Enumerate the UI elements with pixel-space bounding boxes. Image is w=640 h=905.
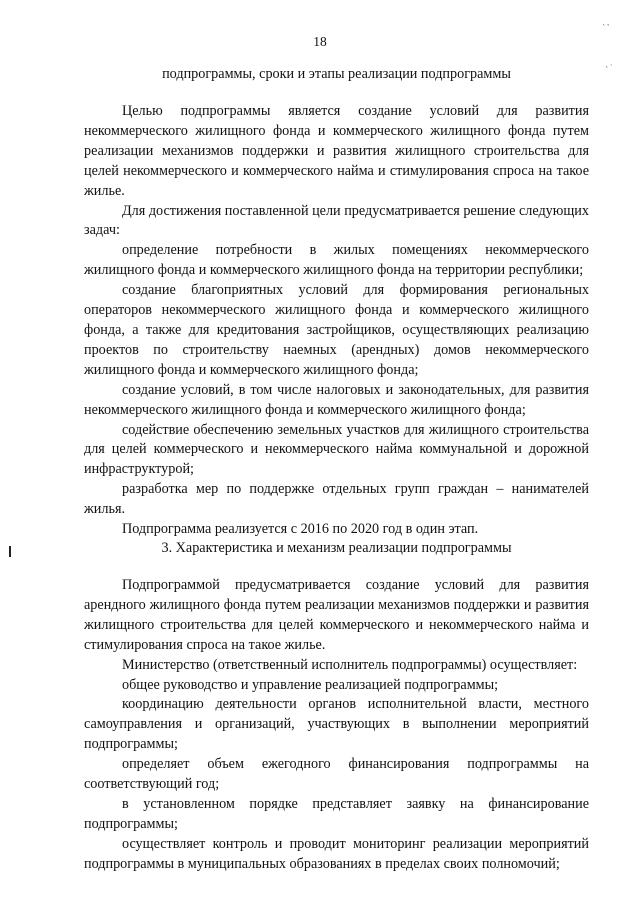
paragraph: содействие обеспечению земельных участков для жилищного строительства для целей коммерческого и некоммерческого найма коммунальной и дорожной инфраструктурой; — [84, 421, 589, 478]
paragraph: осуществляет контроль и проводит мониторинг реализации мероприятий подпрограммы в муниципальных образованиях в пределах своих полномочий; — [84, 835, 589, 872]
section-1-text — [84, 102, 589, 540]
paragraph: Министерство (ответственный исполнитель подпрограммы) осуществляет: — [122, 656, 578, 673]
paragraph: общее руководство и управление реализацией подпрограммы; — [122, 676, 499, 693]
margin-tick — [9, 546, 11, 557]
paragraph: определяет объем ежегодного финансирования подпрограммы на соответствующий год; — [84, 756, 589, 793]
paragraph: определение потребности в жилых помещениях некоммерческого жилищного фонда и коммерческого жилищного фонда на территории республики; — [84, 242, 589, 279]
page-number: 18 — [313, 34, 327, 49]
paragraph: координацию деятельности органов исполнительной власти, местного самоуправления и организаций, участвующих в выполнении мероприятий подпрограммы; — [84, 696, 589, 753]
paragraph: Подпрограммой предусматривается создание условий для развития арендного жилищного фонда путем реализации механизмов поддержки и развития жилищного строительства для целей коммерческого и некоммерческого найма и стимулирования спроса на такое жилье. — [84, 577, 589, 653]
paragraph: разработка мер по поддержке отдельных групп граждан – нанимателей жилья. — [84, 481, 589, 518]
paragraph: в установленном порядке представляет заявку на финансирование подпрограммы; — [84, 795, 589, 832]
section-3-text — [84, 576, 589, 875]
scan-mark-top: ˛ ˳ — [603, 18, 610, 26]
section-heading-3: 3. Характеристика и механизм реализации подпрограммы — [161, 540, 512, 556]
paragraph: Подпрограмма реализуется с 2016 по 2020 год в один этап. — [122, 521, 479, 538]
scan-mark-side: ˛ ˴ — [606, 60, 613, 68]
paragraph: Целью подпрограммы является создание условий для развития некоммерческого жилищного фонда и коммерческого жилищного фонда путем реализации механизмов поддержки и развития жилищного строительства для целей некоммерческого и коммерческого найма и стимулирования спроса на такое жилье. — [84, 103, 589, 199]
paragraph: Для достижения поставленной цели предусматривается решение следующих задач: — [84, 202, 589, 239]
paragraph: создание благоприятных условий для формирования региональных операторов некоммерческого жилищного фонда и коммерческого жилищного фонда, а также для кредитования застройщиков, осуществляющих реализацию проектов по строительству наемных (арендных) домов некоммерческого жилищного фонда и коммерческого жилищного фонда; — [84, 282, 589, 378]
section-heading-1: подпрограммы, сроки и этапы реализации подпрограммы — [162, 66, 511, 82]
paragraph: создание условий, в том числе налоговых и законодательных, для развития некоммерческого жилищного фонда и коммерческого жилищного фонда; — [84, 381, 589, 418]
